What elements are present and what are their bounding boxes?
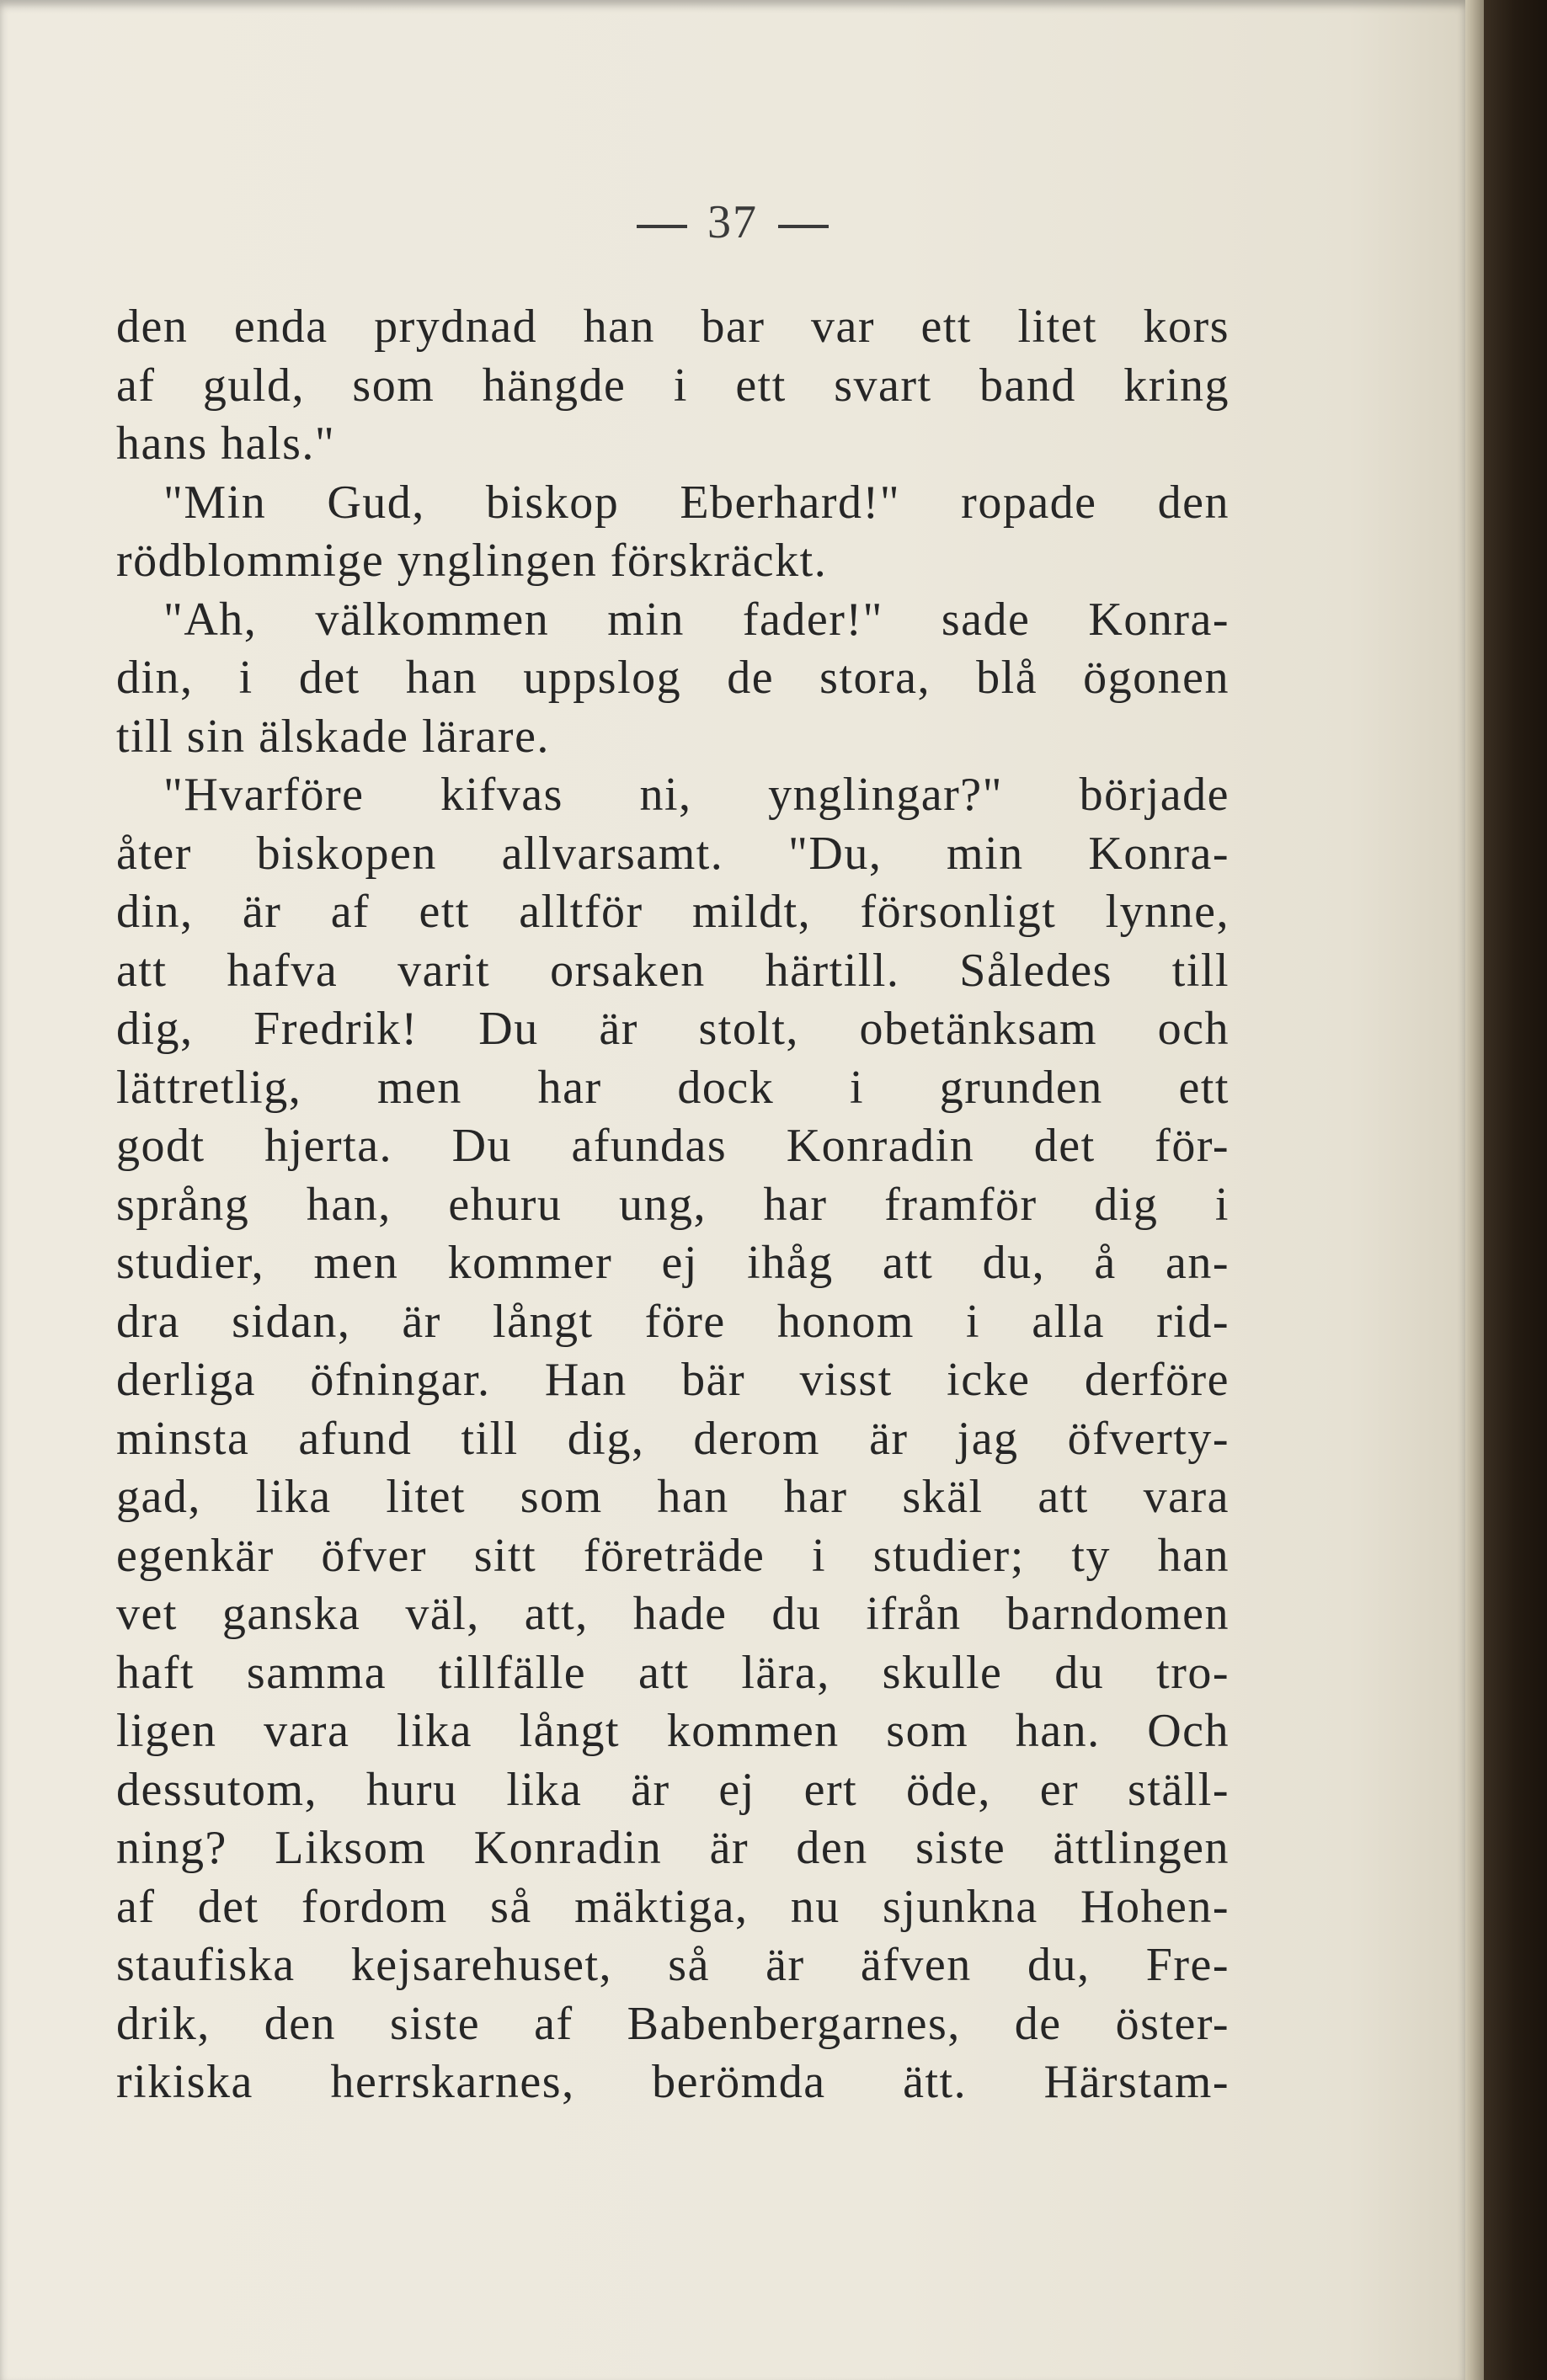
page-header	[0, 195, 1465, 249]
text-line: rödblommige ynglingen förskräckt.	[116, 535, 828, 587]
text-line: ligen vara lika långt kommen som han. Och	[116, 1705, 1230, 1757]
text-line: hans hals."	[116, 418, 336, 470]
text-line: drik, den siste af Babenbergarnes, de öster-	[116, 1997, 1230, 2050]
text-line: staufiska kejsarehuset, så är äfven du, Fre-	[116, 1939, 1230, 1991]
text-line: godt hjerta. Du afundas Konradin det för-	[116, 1120, 1230, 1172]
text-line: att hafva varit orsaken härtill. Således till	[116, 944, 1230, 997]
body-text	[116, 298, 1230, 2112]
text-line: dra sidan, är långt före honom i alla rid-	[116, 1295, 1230, 1348]
text-line: "Min Gud, biskop Eberhard!" ropade den	[163, 476, 1230, 529]
text-line: ning? Liksom Konradin är den siste ättlingen	[116, 1822, 1230, 1874]
text-line: den enda prydnad han bar var ett litet kors	[116, 301, 1230, 353]
text-line: din, i det han uppslog de stora, blå ögonen	[116, 652, 1230, 704]
text-line: vet ganska väl, att, hade du ifrån barndomen	[116, 1588, 1230, 1640]
text-line: haft samma tillfälle att lära, skulle du tro-	[116, 1646, 1230, 1699]
text-line: gad, lika litet som han har skäl att vara	[116, 1471, 1230, 1523]
text-line: egenkär öfver sitt företräde i studier; ty han	[116, 1529, 1230, 1582]
text-line: derliga öfningar. Han bär visst icke derföre	[116, 1354, 1230, 1406]
header-dash-left	[637, 225, 687, 228]
text-line: din, är af ett alltför mildt, försonligt lynne,	[116, 886, 1230, 938]
text-line: språng han, ehuru ung, har framför dig i	[116, 1178, 1230, 1231]
text-line: af guld, som hängde i ett svart band kring	[116, 359, 1230, 412]
text-line: "Ah, välkommen min fader!" sade Konra-	[163, 593, 1230, 646]
text-line: lättretlig, men har dock i grunden ett	[116, 1061, 1230, 1114]
text-line: dig, Fredrik! Du är stolt, obetänksam och	[116, 1003, 1230, 1055]
text-line: dessutom, huru lika är ej ert öde, er ställ-	[116, 1763, 1230, 1816]
text-line: "Hvarföre kifvas ni, ynglingar?" började	[163, 769, 1230, 821]
book-cover-edge	[1484, 0, 1547, 2380]
text-line: studier, men kommer ej ihåg att du, å an-	[116, 1237, 1230, 1289]
text-line: åter biskopen allvarsamt. "Du, min Konra-	[116, 827, 1230, 880]
text-line: till sin älskade lärare.	[116, 710, 550, 763]
page-number: 37	[707, 196, 758, 248]
page-edge	[1465, 0, 1484, 2380]
text-line: af det fordom så mäktiga, nu sjunkna Hohen-	[116, 1880, 1230, 1933]
text-line: minsta afund till dig, derom är jag öfverty-	[116, 1412, 1230, 1465]
text-line: rikiska herrskarnes, berömda ätt. Härstam-	[116, 2056, 1230, 2108]
header-dash-right	[778, 225, 829, 228]
